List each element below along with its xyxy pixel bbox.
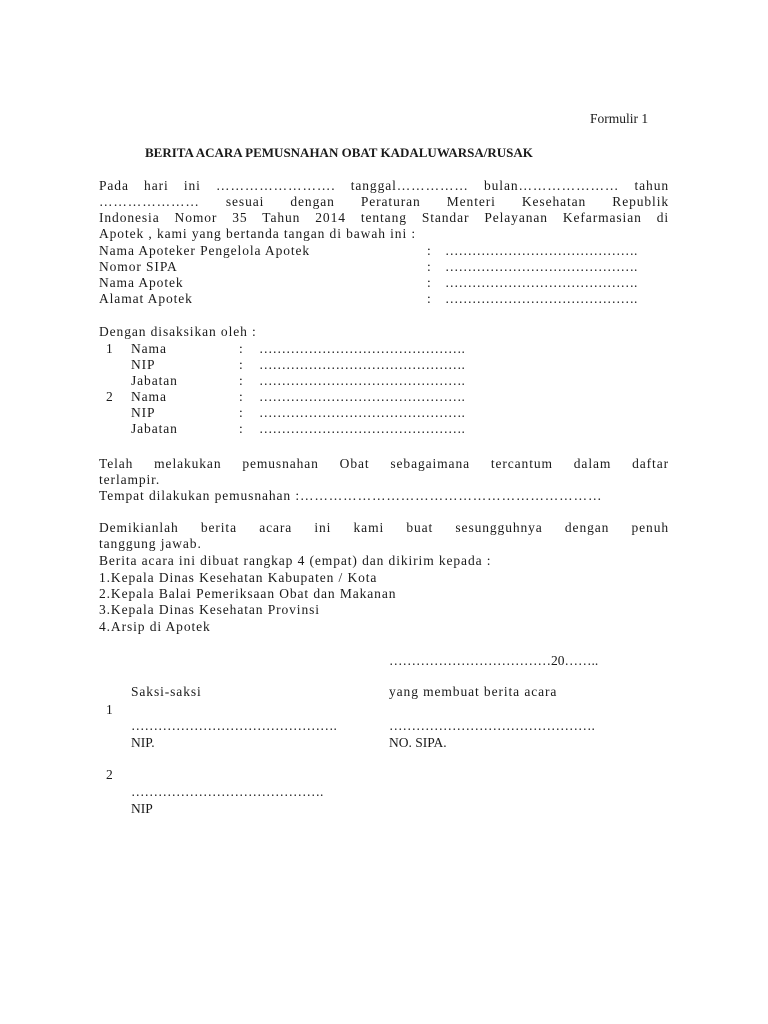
destruction-line: Telah melakukan pemusnahan Obat sebagaimana tercantum dalam daftar xyxy=(99,456,669,471)
witness-field-label: NIP xyxy=(131,405,156,420)
document-title: BERITA ACARA PEMUSNAHAN OBAT KADALUWARSA/RUSAK xyxy=(145,145,533,160)
maker-heading: yang membuat berita acara xyxy=(389,684,558,699)
field-colon: : xyxy=(427,259,431,274)
witness1-id-label: NIP. xyxy=(131,735,155,750)
witness-field-label: NIP xyxy=(131,357,156,372)
field-blank: ……………………………………. xyxy=(445,275,638,290)
field-blank: ………………………………………. xyxy=(259,405,465,420)
date-line: ………………………………20…….. xyxy=(389,653,599,668)
witness-signature-number: 2 xyxy=(106,767,113,782)
field-label: Nama Apotek xyxy=(99,275,184,290)
closing-line: Demikianlah berita acara ini kami buat sesungguhnya dengan penuh xyxy=(99,520,669,535)
witness2-id-label: NIP xyxy=(131,801,153,816)
maker-id-label: NO. SIPA. xyxy=(389,735,447,750)
witness-field-label: Nama xyxy=(131,389,167,404)
witness-signature-number: 1 xyxy=(106,702,113,717)
field-blank: ………………………………………. xyxy=(259,389,465,404)
witness1-signature-line: ………………………………………. xyxy=(131,718,337,733)
destruction-place: Tempat dilakukan pemusnahan :……………………………………………………… xyxy=(99,488,603,503)
field-blank: ……………………………………. xyxy=(445,291,638,306)
maker-signature-line: ………………………………………. xyxy=(389,718,595,733)
destruction-line: terlampir. xyxy=(99,472,161,487)
field-blank: ………………………………………. xyxy=(259,421,465,436)
form-label: Formulir 1 xyxy=(590,111,649,126)
field-colon: : xyxy=(239,421,243,436)
intro-line: Pada hari ini ……………………. tanggal…………… bulan………………… tahun xyxy=(99,178,669,193)
field-label: Nomor SIPA xyxy=(99,259,178,274)
witness-number: 1 xyxy=(106,341,113,356)
distribution-item: 1.Kepala Dinas Kesehatan Kabupaten / Kota xyxy=(99,570,378,585)
intro-line: Indonesia Nomor 35 Tahun 2014 tentang Standar Pelayanan Kefarmasian di xyxy=(99,210,669,225)
field-blank: ………………………………………. xyxy=(259,373,465,388)
distribution-item: 2.Kepala Balai Pemeriksaan Obat dan Makanan xyxy=(99,586,397,601)
distribution-item: 4.Arsip di Apotek xyxy=(99,619,211,634)
witness-field-label: Nama xyxy=(131,341,167,356)
witness-number: 2 xyxy=(106,389,113,404)
distribution-item: 3.Kepala Dinas Kesehatan Provinsi xyxy=(99,602,320,617)
intro-line: ………………… sesuai dengan Peraturan Menteri Kesehatan Republik xyxy=(99,194,669,209)
field-blank: ……………………………………. xyxy=(445,243,638,258)
field-blank: ………………………………………. xyxy=(259,341,465,356)
field-colon: : xyxy=(427,243,431,258)
closing-line: Berita acara ini dibuat rangkap 4 (empat) dan dikirim kepada : xyxy=(99,553,492,568)
field-blank: ……………………………………. xyxy=(445,259,638,274)
field-colon: : xyxy=(239,389,243,404)
witness2-signature-line: ……………………………………. xyxy=(131,784,324,799)
field-colon: : xyxy=(427,291,431,306)
field-colon: : xyxy=(427,275,431,290)
field-blank: ………………………………………. xyxy=(259,357,465,372)
witness-intro: Dengan disaksikan oleh : xyxy=(99,324,257,339)
field-colon: : xyxy=(239,341,243,356)
field-label: Alamat Apotek xyxy=(99,291,193,306)
field-colon: : xyxy=(239,373,243,388)
witness-field-label: Jabatan xyxy=(131,373,178,388)
intro-line: Apotek , kami yang bertanda tangan di bawah ini : xyxy=(99,226,417,241)
witnesses-heading: Saksi-saksi xyxy=(131,684,202,699)
field-label: Nama Apoteker Pengelola Apotek xyxy=(99,243,311,258)
field-colon: : xyxy=(239,357,243,372)
witness-field-label: Jabatan xyxy=(131,421,178,436)
closing-line: tanggung jawab. xyxy=(99,536,202,551)
field-colon: : xyxy=(239,405,243,420)
